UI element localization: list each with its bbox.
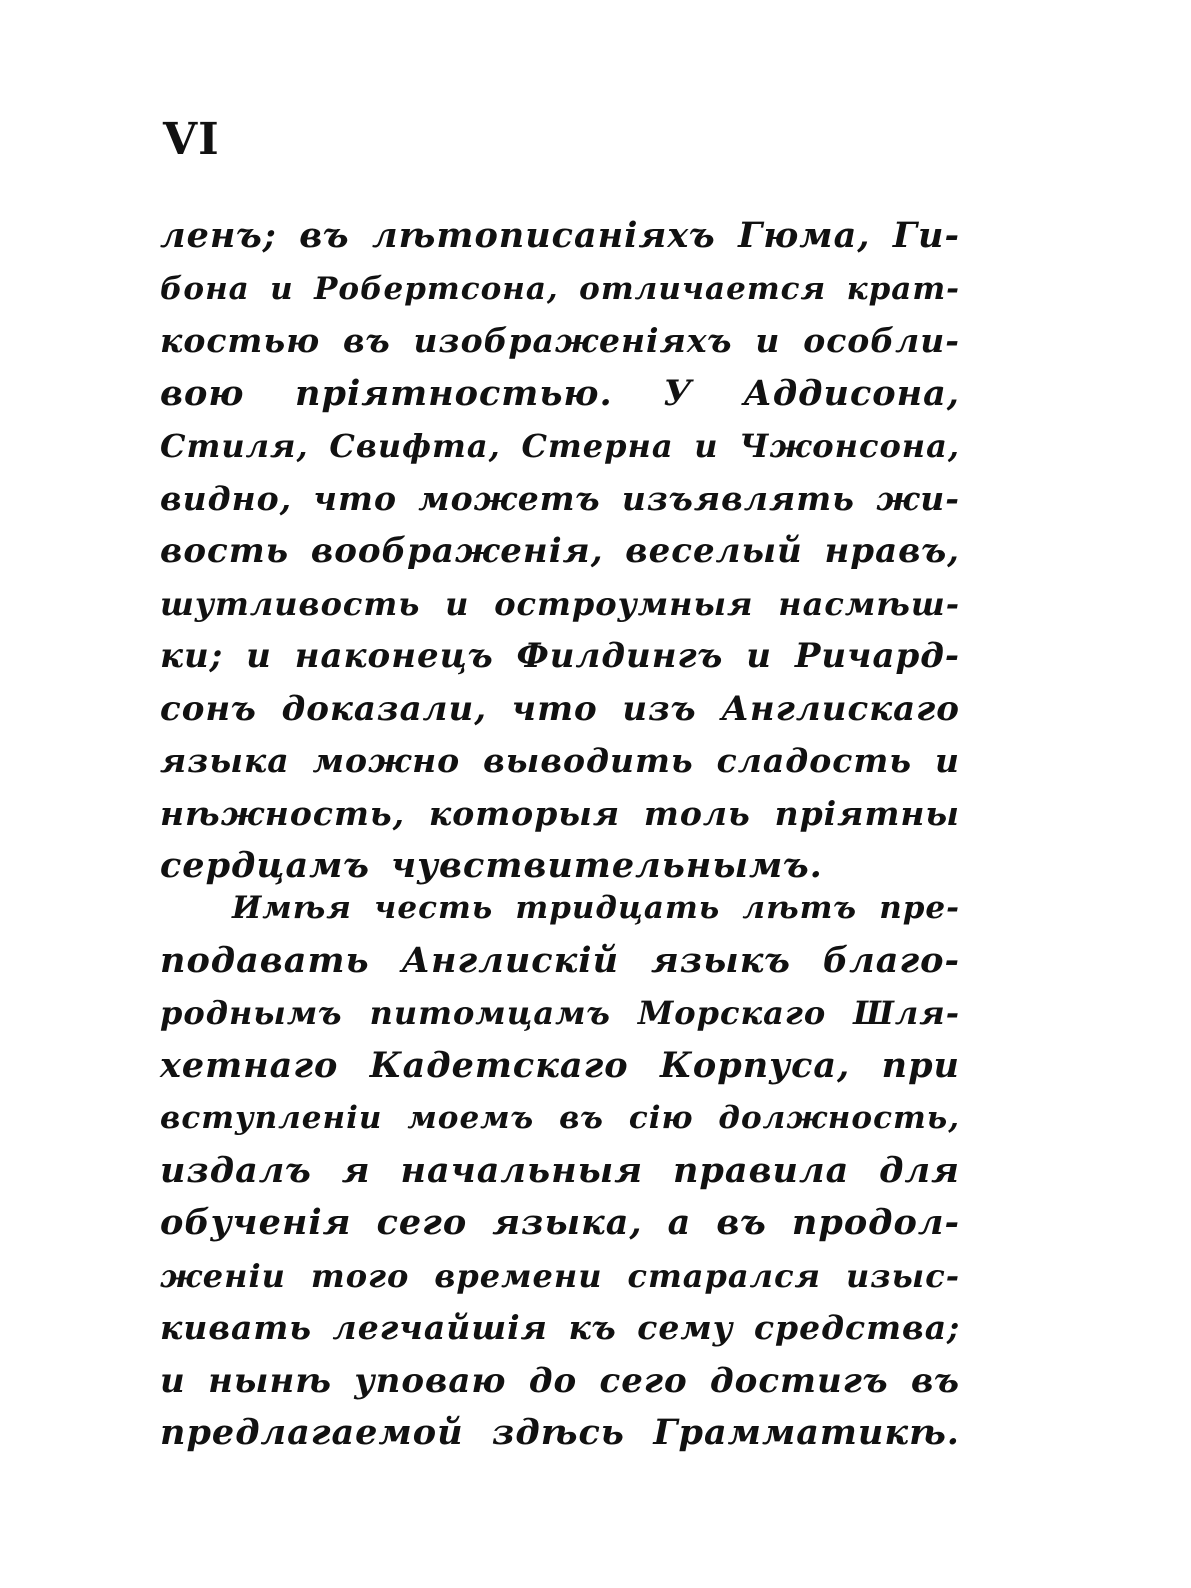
text-line: ки; и наконецъ Филдингъ и Ричард- (160, 636, 960, 676)
text-line: бона и Робертсона, отличается крат- (160, 270, 960, 307)
text-line: Имѣя честь тридцать лѣтъ пре- (232, 890, 960, 926)
text-line: вступленіи моемъ въ сію должность, (160, 1100, 960, 1136)
text-line: ленъ; въ лѣтописаніяхъ Гюма, Ги- (160, 215, 960, 256)
text-line: костью въ изображеніяхъ и особли- (160, 321, 960, 360)
text-line: и нынѣ уповаю до сего достигъ въ (160, 1360, 960, 1401)
text-line: нѣжность, которыя толь пріятны (160, 793, 960, 833)
text-line: издалъ я начальныя правила для (160, 1149, 960, 1191)
page-number: VI (163, 114, 220, 165)
text-line: предлагаемой здѣсь Грамматикѣ. (160, 1412, 960, 1453)
text-line: видно, что можетъ изъявлять жи- (160, 478, 960, 518)
paragraph-2 (160, 882, 960, 1460)
text-line: вость воображенія, веселый нравъ, (160, 531, 960, 571)
text-line: шутливость и остроумныя насмѣш- (160, 584, 960, 623)
text-line: вою пріятностью. У Аддисона, (160, 372, 960, 414)
text-line: сонъ доказали, что изъ Англискаго (160, 688, 960, 729)
text-line: подавать Англискій языкъ благо- (160, 939, 960, 981)
paragraph-1 (160, 210, 960, 893)
text-line: Стиля, Свифта, Стерна и Чжонсона, (160, 427, 960, 465)
text-line: женіи того времени старался изыс- (160, 1256, 960, 1295)
text-line: обученія сего языка, а въ продол- (160, 1202, 960, 1243)
text-line: сердцамъ чувствительнымъ. (160, 845, 823, 886)
text-line: языка можно выводить сладость и (160, 741, 960, 780)
text-line: хетнаго Кадетскаго Корпуса, при (160, 1044, 960, 1086)
text-line: роднымъ питомцамъ Морскаго Шля- (160, 994, 960, 1032)
text-line: кивать легчайшія къ сему средства; (160, 1308, 961, 1347)
